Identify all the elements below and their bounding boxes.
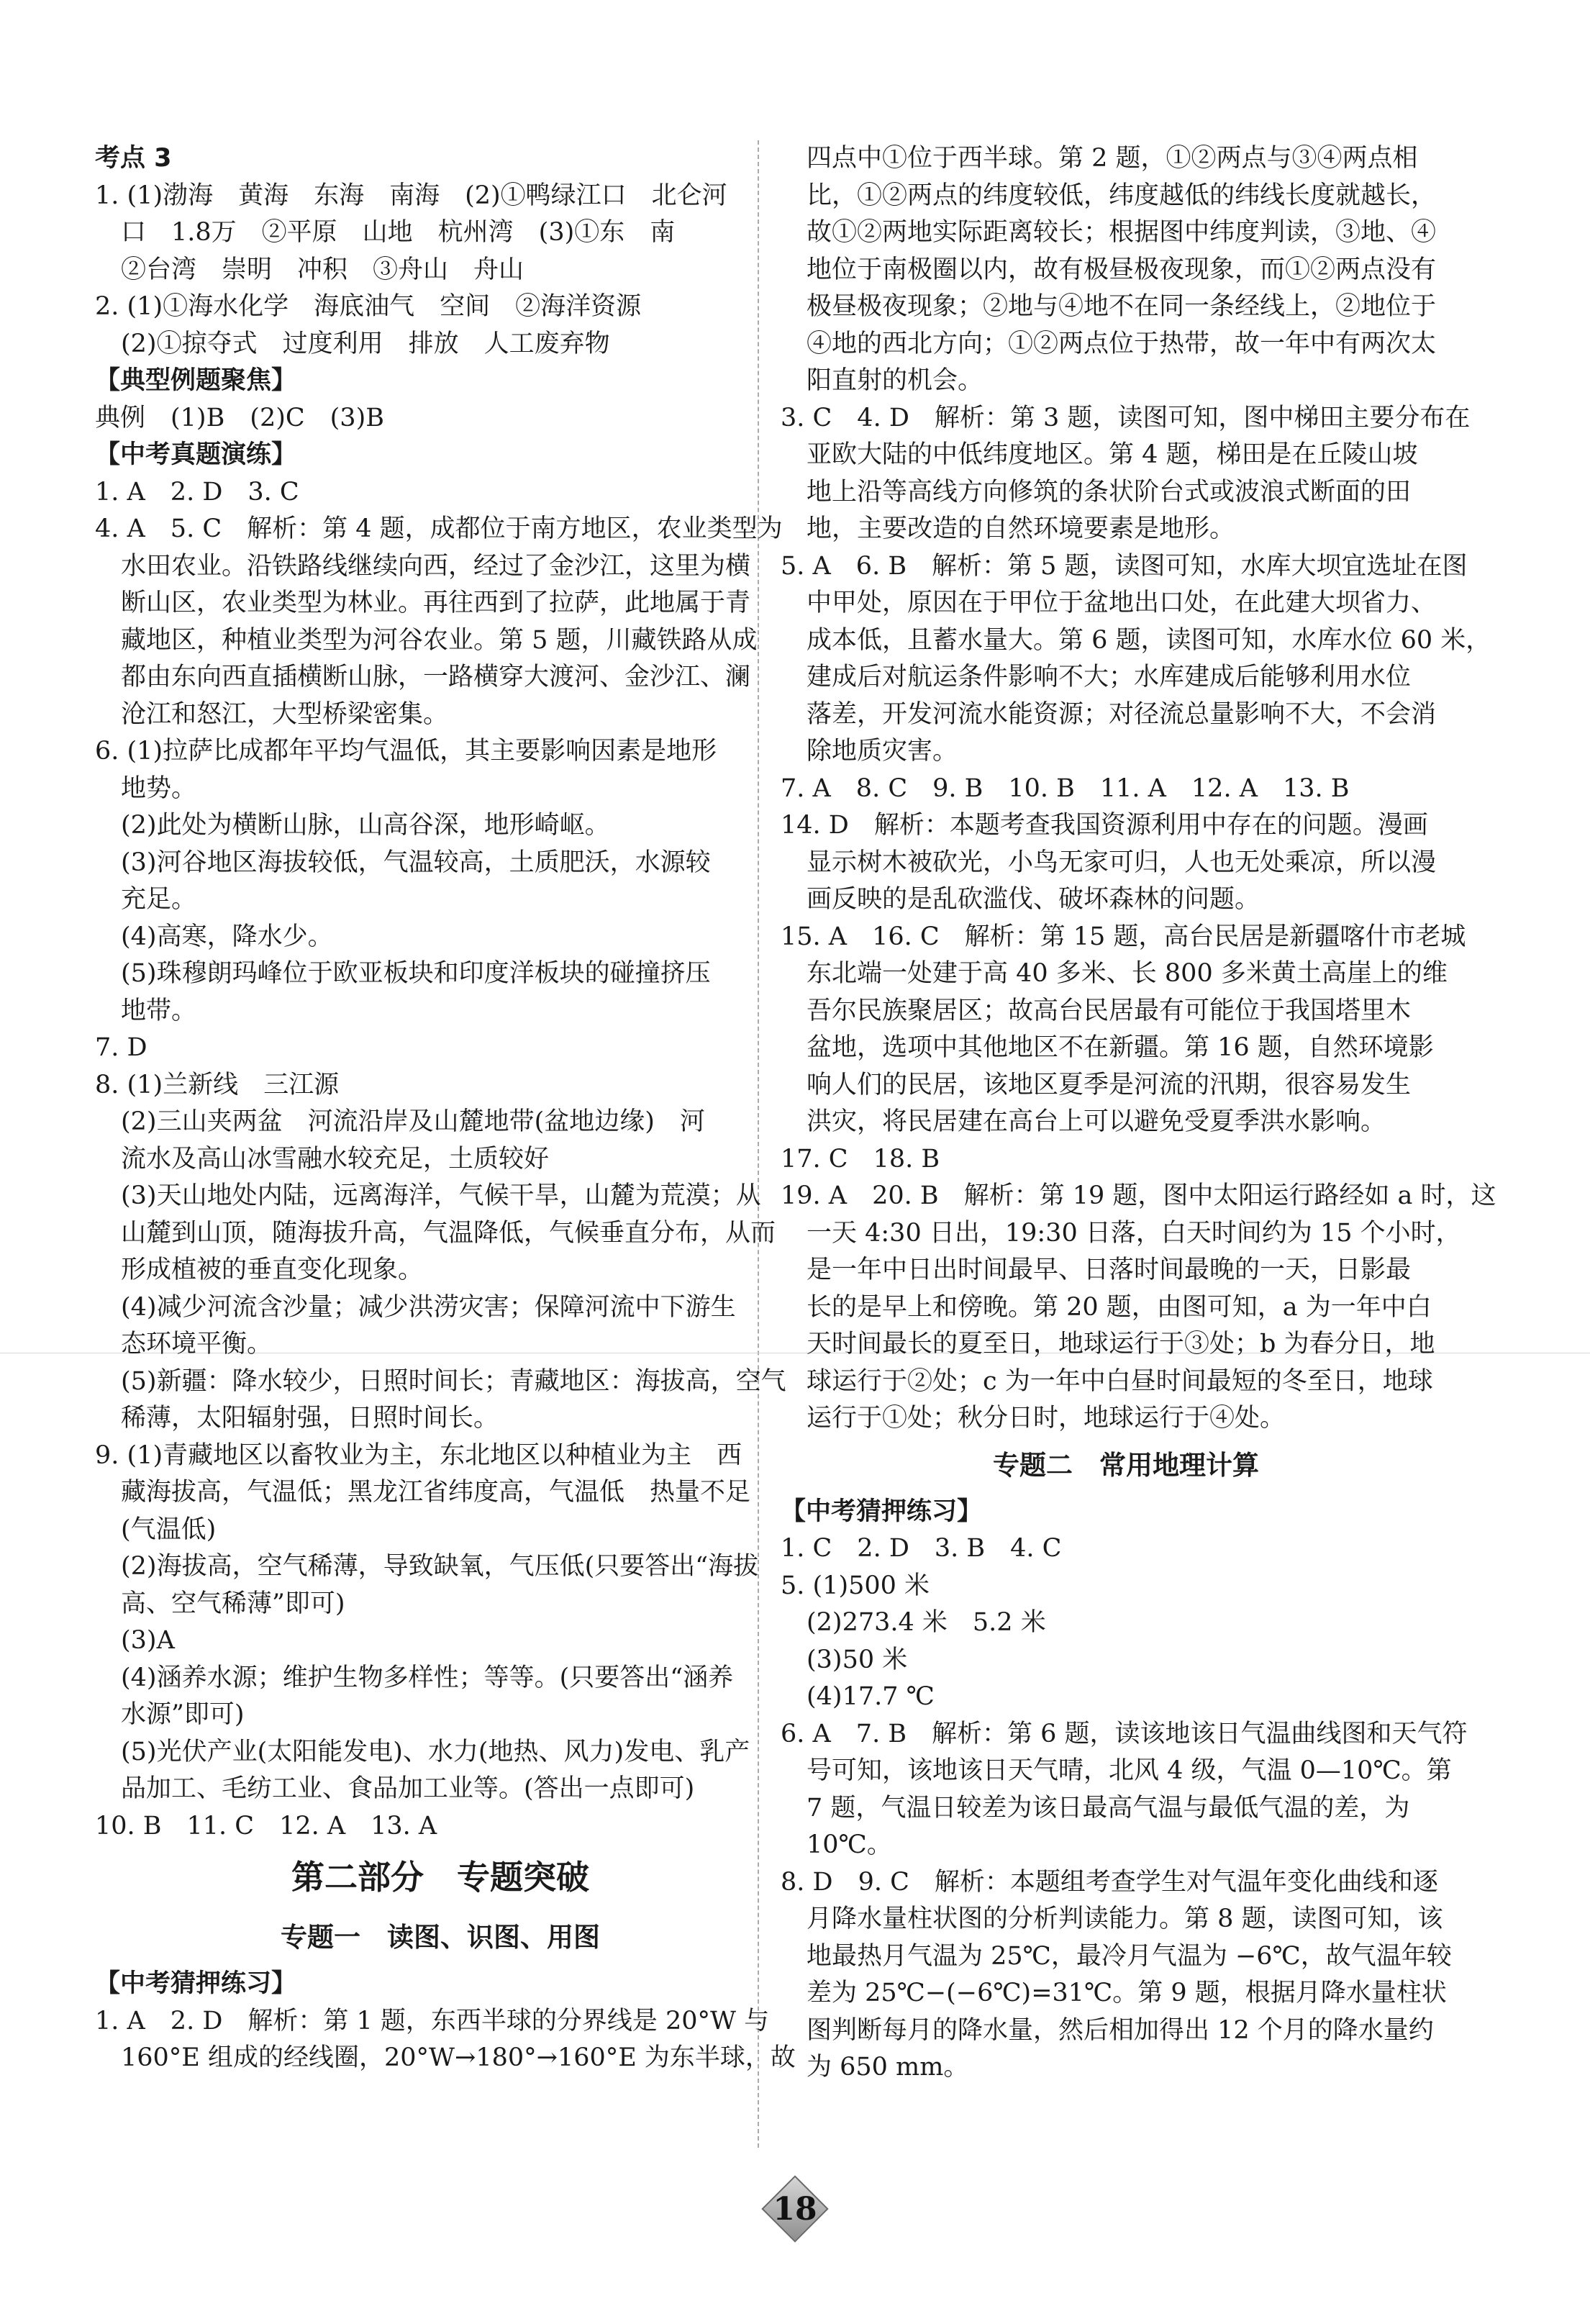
answer-line: 藏海拔高，气温低；黑龙江省纬度高，气温低 热量不足 [121, 1478, 751, 1507]
answer-line: 藏地区，种植业类型为河谷农业。第 5 题，川藏铁路从成 [121, 625, 758, 655]
answer-line: 典例 (1)B (2)C (3)B [95, 403, 384, 432]
answer-line: 极昼极夜现象；②地与④地不在同一条经线上，②地位于 [807, 292, 1437, 321]
answer-line: 9. (1)青藏地区以畜牧业为主，东北地区以种植业为主 西 [95, 1440, 742, 1470]
answer-line: 为 650 mm。 [807, 2053, 969, 2082]
section-heading: 【中考真题演练】 [95, 440, 297, 469]
answer-line: (2)①掠夺式 过度利用 排放 人工废弃物 [121, 329, 610, 358]
answer-line: (3)天山地处内陆，远离海洋，气候干旱，山麓为荒漠；从 [121, 1181, 761, 1210]
part-title: 第二部分 专题突破 [291, 1858, 589, 1897]
answer-line: 高、空气稀薄”即可) [121, 1589, 345, 1618]
left-column [95, 140, 796, 2077]
answer-line: 7. D [95, 1033, 147, 1062]
answer-line: 4. A 5. C 解析：第 4 题，成都位于南方地区，农业类型为 [95, 514, 783, 543]
answer-line: 稀薄，太阳辐射强，日照时间长。 [121, 1404, 499, 1433]
answer-line: 14. D 解析：本题考查我国资源利用中存在的问题。漫画 [781, 811, 1428, 840]
section-heading: 【中考猜押练习】 [781, 1497, 983, 1526]
answer-line: 1. C 2. D 3. B 4. C [781, 1534, 1062, 1563]
topic-title: 专题一 读图、识图、用图 [281, 1922, 600, 1953]
answer-line: 比，①②两点的纬度较低，纬度越低的纬线长度就越长， [807, 181, 1437, 210]
answer-line: 号可知，该地该日天气晴，北风 4 级，气温 0—10℃。第 [807, 1756, 1452, 1785]
answer-line: 月降水量柱状图的分析判读能力。第 8 题，读图可知，该 [807, 1905, 1443, 1933]
answer-line: 7 题，气温日较差为该日最高气温与最低气温的差，为 [807, 1793, 1410, 1823]
answer-line: 成本低，且蓄水量大。第 6 题，读图可知，水库水位 60 米， [807, 625, 1491, 655]
answer-line: 10. B 11. C 12. A 13. A [95, 1811, 437, 1840]
answer-line: 3. C 4. D 解析：第 3 题，读图可知，图中梯田主要分布在 [781, 403, 1471, 432]
answer-line: (4)高寒，降水少。 [121, 922, 333, 951]
answer-line: 8. D 9. C 解析：本题组考查学生对气温年变化曲线和逐 [781, 1867, 1438, 1897]
answer-line: 长的是早上和傍晚。第 20 题，由图可知，a 为一年中白 [807, 1292, 1432, 1322]
answer-line: (气温低) [121, 1515, 217, 1544]
answer-line: 7. A 8. C 9. B 10. B 11. A 12. A 13. B [781, 773, 1350, 803]
answer-line: 10℃。 [807, 1830, 892, 1859]
answer-line: ②台湾 崇明 冲积 ③舟山 舟山 [121, 255, 524, 284]
answer-line: 5. A 6. B 解析：第 5 题，读图可知，水库大坝宜选址在图 [781, 551, 1468, 581]
answer-line: 地位于南极圈以内，故有极昼极夜现象，而①②两点没有 [807, 255, 1437, 284]
answer-line: 画反映的是乱砍滥伐、破坏森林的问题。 [807, 885, 1260, 914]
answer-line: (3)50 米 [807, 1645, 908, 1674]
answer-line: 地上沿等高线方向修筑的条状阶台式或波浪式断面的田 [807, 477, 1412, 507]
answer-line: 亚欧大陆的中低纬度地区。第 4 题，梯田是在丘陵山坡 [807, 440, 1418, 469]
answer-line: 一天 4:30 日出，19:30 日落，白天时间约为 15 个小时， [807, 1218, 1461, 1248]
answer-line: 17. C 18. B [781, 1144, 940, 1174]
answer-line: 天时间最长的夏至日，地球运行于③处；b 为春分日，地 [807, 1330, 1435, 1358]
answer-line: 6. (1)拉萨比成都年平均气温低，其主要影响因素是地形 [95, 737, 717, 766]
answer-line: 地最热月气温为 25℃，最冷月气温为 −6℃，故气温年较 [807, 1941, 1452, 1971]
answer-line: 是一年中日出时间最早、日落时间最晚的一天，日影最 [807, 1256, 1412, 1284]
answer-line: 6. A 7. B 解析：第 6 题，读该地该日气温曲线图和天气符 [781, 1719, 1468, 1748]
answer-line: 15. A 16. C 解析：第 15 题，高台民居是新疆喀什市老城 [781, 922, 1466, 951]
answer-line: 响人们的民居，该地区夏季是河流的汛期，很容易发生 [807, 1070, 1412, 1099]
answer-line: 球运行于②处；c 为一年中白昼时间最短的冬至日，地球 [807, 1366, 1433, 1396]
answer-line: (2)海拔高，空气稀薄，导致缺氧，气压低(只要答出“海拔 [121, 1552, 759, 1581]
answer-line: 流水及高山冰雪融水较充足，土质较好 [121, 1144, 550, 1174]
answer-line: 落差，开发河流水能资源；对径流总量影响不大，不会消 [807, 699, 1437, 729]
answer-line: 差为 25℃−(−6℃)=31℃。第 9 题，根据月降水量柱状 [807, 1979, 1447, 2007]
answer-line: (5)珠穆朗玛峰位于欧亚板块和印度洋板块的碰撞挤压 [121, 959, 711, 988]
answer-line: (5)新疆：降水较少，日照时间长；青藏地区：海拔高，空气 [121, 1366, 786, 1396]
section-heading: 【典型例题聚焦】 [95, 366, 297, 395]
answer-line: 山麓到山顶，随海拔升高，气温降低，气候垂直分布，从而 [121, 1218, 776, 1248]
answer-line: (2)273.4 米 5.2 米 [807, 1608, 1046, 1637]
answer-line: 东北端一处建于高 40 多米、长 800 多米黄土高崖上的维 [807, 959, 1448, 988]
answer-line: (3)河谷地区海拔较低，气温较高，土质肥沃，水源较 [121, 848, 711, 877]
answer-line: 建成后对航运条件影响不大；水库建成后能够利用水位 [807, 663, 1412, 691]
answer-line: 图判断每月的降水量，然后相加得出 12 个月的降水量约 [807, 2015, 1434, 2045]
answer-line: (4)17.7 ℃ [807, 1682, 935, 1711]
answer-line: (5)光伏产业(太阳能发电)、水力(地热、风力)发电、乳产 [121, 1737, 750, 1766]
answer-line: 水源”即可) [121, 1700, 245, 1729]
answer-line: 地势。 [121, 773, 197, 803]
answer-line: 沧江和怒江，大型桥梁密集。 [121, 699, 449, 729]
answer-line: 地带。 [121, 996, 197, 1025]
answer-line: (2)此处为横断山脉，山高谷深，地形崎岖。 [121, 811, 610, 840]
answer-line: 品加工、毛纺工业、食品加工业等。(答出一点即可) [121, 1774, 695, 1803]
answer-line: 形成植被的垂直变化现象。 [121, 1256, 424, 1284]
answer-line: 四点中①位于西半球。第 2 题，①②两点与③④两点相 [807, 144, 1418, 173]
answer-line: 充足。 [121, 885, 197, 914]
answer-line: 地，主要改造的自然环境要素是地形。 [807, 514, 1235, 543]
answer-line: 1. (1)渤海 黄海 东海 南海 (2)①鸭绿江口 北仑河 [95, 181, 727, 210]
heading-kaodian3: 考点 3 [95, 144, 172, 173]
answer-line: 8. (1)兰新线 三江源 [95, 1070, 340, 1099]
answer-line: 水田农业。沿铁路线继续向西，经过了金沙江，这里为横 [121, 551, 751, 581]
answer-line: 运行于①处；秋分日时，地球运行于④处。 [807, 1404, 1286, 1433]
answer-line: 吾尔民族聚居区；故高台民居最有可能位于我国塔里木 [807, 996, 1412, 1025]
answer-line: 160°E 组成的经线圈，20°W→180°→160°E 为东半球，故 [121, 2043, 796, 2072]
answer-line: 19. A 20. B 解析：第 19 题，图中太阳运行路经如 a 时，这 [781, 1181, 1496, 1210]
answer-line: (3)A [121, 1626, 175, 1655]
answer-line: 1. A 2. D 解析：第 1 题，东西半球的分界线是 20°W 与 [95, 2006, 770, 2035]
answer-line: 阳直射的机会。 [807, 366, 983, 395]
answer-line: 态环境平衡。 [121, 1330, 273, 1358]
answer-line: (2)三山夹两盆 河流沿岸及山麓地带(盆地边缘) 河 [121, 1107, 705, 1136]
answer-line: (4)减少河流含沙量；减少洪涝灾害；保障河流中下游生 [121, 1292, 736, 1322]
answer-line: 都由东向西直插横断山脉，一路横穿大渡河、金沙江、澜 [121, 663, 751, 691]
answer-line: 故①②两地实际距离较长；根据图中纬度判读，③地、④ [807, 218, 1437, 247]
right-column [781, 140, 1496, 2087]
answer-line: 盆地，选项中其他地区不在新疆。第 16 题，自然环境影 [807, 1033, 1434, 1062]
answer-line: 口 1.8万 ②平原 山地 杭州湾 (3)①东 南 [121, 218, 676, 247]
answer-line: (4)涵养水源；维护生物多样性；等等。(只要答出“涵养 [121, 1663, 734, 1692]
answer-line: 断山区，农业类型为林业。再往西到了拉萨，此地属于青 [121, 589, 751, 617]
answer-line: 2. (1)①海水化学 海底油气 空间 ②海洋资源 [95, 292, 642, 321]
answer-line: 洪灾，将民居建在高台上可以避免受夏季洪水影响。 [807, 1107, 1386, 1136]
answer-line: 除地质灾害。 [807, 737, 958, 766]
answer-line: 5. (1)500 米 [781, 1571, 930, 1600]
page-number: 18 [773, 2190, 817, 2228]
topic-title: 专题二 常用地理计算 [993, 1449, 1259, 1481]
answer-line: 1. A 2. D 3. C [95, 477, 299, 507]
section-heading: 【中考猜押练习】 [95, 1969, 297, 1998]
answer-line: 显示树木被砍光，小鸟无家可归，人也无处乘凉，所以漫 [807, 848, 1437, 877]
answer-line: 中甲处，原因在于甲位于盆地出口处，在此建大坝省力、 [807, 589, 1437, 617]
answer-line: ④地的西北方向；①②两点位于热带，故一年中有两次太 [807, 329, 1437, 358]
page-number-badge [755, 2180, 835, 2238]
